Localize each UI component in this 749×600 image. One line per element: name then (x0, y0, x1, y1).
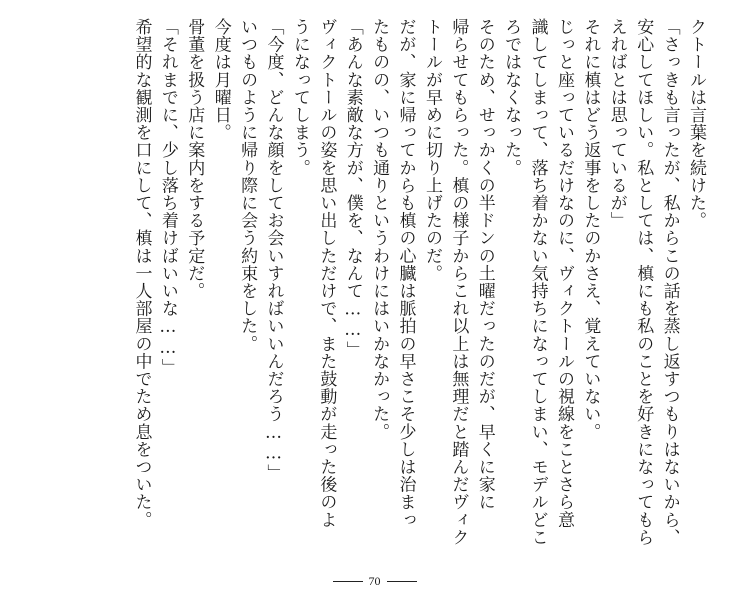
text-line: それに槙はどう返事をしたのかさえ、覚えていない。 (580, 18, 601, 441)
footer-rule-left (333, 581, 363, 582)
text-line: 骨董を扱う店に案内をする予定だ。 (184, 18, 205, 300)
text-line: いつものように帰り際に会う約束をした。 (237, 18, 258, 353)
text-line: 希望的な観測を口にして、槙は一人部屋の中でため息をついた。 (131, 18, 152, 529)
text-line: たものの、いつも通りというわけにはいかなかった。 (369, 18, 390, 441)
text-line: トールが早めに切り上げたのだ。 (421, 18, 442, 282)
text-line: 安心してほしい。私としては、槙にも私のことを好きになってもら (633, 18, 654, 546)
text-line: クトールは言葉を続けた。 (686, 18, 706, 230)
text-line: だが、家に帰ってからも槙の心臓は脈拍の早さこそ少しは治まっ (395, 18, 416, 529)
vertical-text-body (128, 18, 709, 566)
text-line: えればとは思っているが」 (606, 18, 627, 230)
text-line: 識してしまって、落ち着かない気持ちになってしまい、モデルどこ (527, 18, 548, 546)
text-line: 今度は月曜日。 (210, 18, 231, 142)
text-line: ヴィクトールの姿を思い出しただけで、また鼓動が走った後のよ (316, 18, 337, 529)
page-footer (0, 574, 749, 589)
text-line: そのため、せっかくの半ドンの土曜だったのだが、早くに家に (474, 18, 495, 511)
text-line: 「さっきも言ったが、私からこの話を蒸し返すつもりはないから、 (659, 18, 680, 546)
text-line: 「あんな素敵な方が、僕を、なんて……」 (342, 18, 363, 359)
footer-rule-right (387, 581, 417, 582)
text-line: うになってしまう。 (289, 18, 310, 177)
text-line: 「それまでに、少し落ち着けばいいな……」 (157, 18, 178, 376)
text-line: じっと座っているだけなのに、ヴィクトールの視線をことさら意 (553, 18, 574, 529)
page-number: 70 (368, 574, 381, 588)
text-line: 帰らせてもらった。槙の様子からこれ以上は無理だと踏んだヴィク (448, 18, 469, 546)
text-line: 「今度、どんな顔をしてお会いすればいいんだろう……」 (263, 18, 284, 482)
text-line: ろではなくなった。 (501, 18, 522, 177)
